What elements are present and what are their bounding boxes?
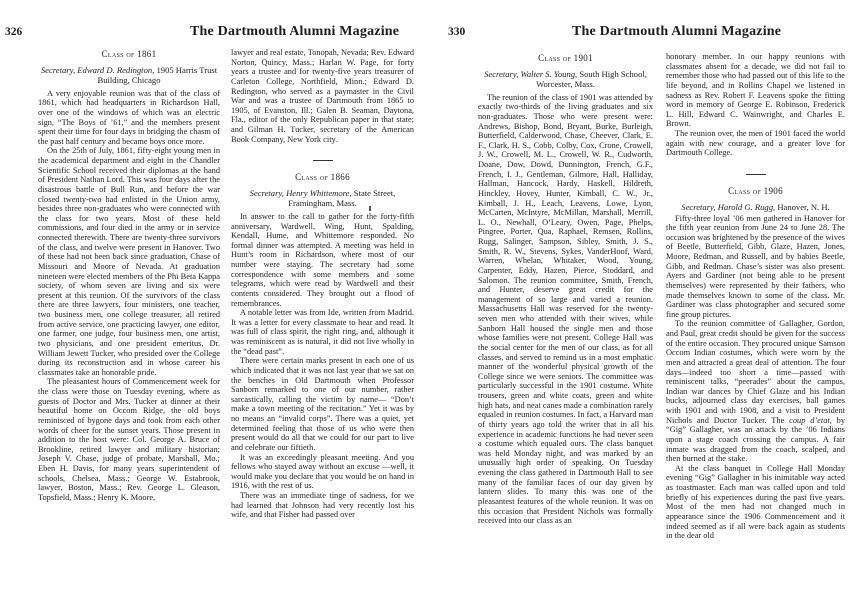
paragraph: On the 25th of July, 1861, fifty-eight young men in the academical department and eight in the Chandler Scientific School received their diplomas at the hand of President Nathan Lord. This was four days after the disastrous battle of Bull Run, and before the war closed twenty-two had enlisted in the Union army, besides three non-graduates who were connected with the class for two years. Most of these held commissions, and four died in the army or in service connected therewith. There are twenty-three survivors of the class, and twelve were present in Hanover. Two of these had not been back since graduation, Chase of Missouri and Moore of Nevada. At graduation nineteen were elected members of the Phi Beta Kappa society, of whom seven are living and six were present at this reunion. Of the survivors of the class there are three lawyers, four ministers, one teacher, two business men, one college treasurer, all retired from active service, one practicing lawyer, one editor, one farmer, one judge, four business men, one artist, two physicians, and one president emeritus, Dr. William Jewett Tucker, who presided over the College during its reconstruction and in whose career his classmates take an honorable pride. bbox=[38, 146, 220, 377]
class-1866-heading: Class of 1866 bbox=[295, 172, 350, 183]
paragraph: A very enjoyable reunion was that of the class of 1861, which had headquarters in Richardson Hall, over one of the windows of which was an electric sign, “The Boys of ’61,” and the members present spent their time for four days in bridging the chasm of the past half century and became boys once more. bbox=[38, 88, 220, 146]
paragraph: It was an exceedingly pleasant meeting. And you fellows who stayed away without an excuse —well, it would make you declare that you would be on hand in 1916, with the rest of us. bbox=[231, 452, 414, 491]
running-head bbox=[0, 26, 420, 42]
paragraph: Fifty-three loyal ’06 men gathered in Hanover for the fifth year reunion from June 24 to June 28. The occasion was brightened by the presence of the wives of Beetle, Butterfield, Gibb, Glaze, Hazen, Jones, Moore, Redman, and Russell, and by babies Beetle, Gibb, and Redman. Chase’s sister was also present. Ayers and Gardiner (not being able to be present themselves) were represented by their fathers, who made themselves known to some of the class. Mr. Gardiner was class photographer and secured some fine group pictures. bbox=[666, 213, 845, 319]
page-number: 326 bbox=[5, 26, 23, 38]
paragraph: The pleasantest hours of Commencement week for the class were those on Tuesday evening, where as guests of Doctor and Mrs. Tucker at dinner at their beautiful home on Occom Ridge, the old boys reminisced of bygone days and took from each other words of cheer for the sunset years. Those present in addition to the host were: Col. George A. Bruce of Brookline, retired lawyer and military historian; Joseph V. Chase, judge of probate, Marshall, Mo.; Eben H. Davis, for many years superintendent of schools, Chelsea, Mass.; George W. Estabrook, lawyer, Boston, Mass.; Rev. George L. Gleason, Topsfield, Mass.; Henry K. Moore, bbox=[38, 377, 220, 502]
section-divider bbox=[313, 160, 333, 161]
class-1901-secretary: Secretary, Walter S. Young, South High School, Worcester, Mass. bbox=[484, 68, 647, 89]
paragraph: The reunion of the class of 1901 was attended by exactly two-thirds of the living graduates and six non-graduates. Those who were present were: Andrews, Bishop, Bond, Bryant, Burke, Burleigh, Butterfield, Calderwood, Chase, Cheever, Clark, E. F., Clark, H. S., Cobb, Colby, Cox, Crone, Crowell, J. W., Crowell, M. L., Crowell, W. R., Cudworth, Doane, Dow, Dowd, Dunnington, French, G.F., French, I. J., Gentleman, Gilmore, Hall, Halliday, Hallman, Hancock, Hardy, Haskell, Hildreth, Hinckley, Hovey, Hunter, Kimball, C. W., Jr., Kimball, J. H., Leach, Leavens, Lowe, Lyon, McCarten, McIntyre, McMillan, Marshall, Merrill, L. O., Newhall, O’Leary, Owen, Page, Phelps, Pingree, Porter, Qua, Raphael, Remsen, Rollins, Rugg, Salinger, Sampson, Sibley, Smith, J. S., Smith, R. W., Stevens, Sykes, VanderHoof, Ward, Warren, Whelan, Whitaker, Wood, Young, Carpenter, Eddy, Hazen, Pierce, Stoddard, and Salomon. The reunion committee, Smith, French, and Hunter, deserve great credit for the management of so large and varied a reunion. Massachusetts Hall was reserved for the twenty-seven men who attended with their wives, while Sanborn Hall housed the single men and those whose families were not present. College Hall was the social center for the men of our class, as for all classes, and served to remind us in a most emphatic manner of the wonderful physical growth of the College since we were seniors. The committee was particularly successful in the 1901 costume. White trousers, green and white coats, green and white high hats, and neat canes made a combination rarely equaled in reunion costumes. In fact, a Harvard man of thirty years ago told the writer that in all his experience in academic functions he had never seen a costume which equaled ours. The class banquet was held Monday night, and was marked by an unusually high order of speaking. On Tuesday evening the class gathered in Dartmouth Hall to see many of the familiar faces of our day given by lantern slides. To many this was one of the pleasantest features of the whole reunion. It was on this occasion that President Nichols was formally received into our class as an bbox=[478, 92, 653, 526]
paragraph: There were certain marks present in each one of us which indicated that it was not last year that we sat on the benches in Old Dartmouth when Professor Sanborn remarked to one of our number, rather sarcastically, calling the victim by name— “Don’t make a town meeting of the recitation.” Yet it was by no means an “invalid corps”. There was a quiet, yet determined feeling that those of us who were then present would do all that we could for our part to live and celebrate our fiftieth. bbox=[231, 356, 414, 452]
page-number: 330 bbox=[448, 26, 466, 38]
paragraph-text: , by “Gig” Gallagher, was an attack by the ’06 Indians upon a stage coach crossing the campus. A fair inmate was dragged from the coach, scalped, and then burned at the stake. bbox=[666, 415, 845, 464]
left-page-column-2 bbox=[231, 48, 414, 520]
secretary-label: Secretary bbox=[249, 187, 282, 198]
journal-title: The Dartmouth Alumni Magazine bbox=[190, 24, 400, 39]
running-head bbox=[430, 26, 852, 42]
secretary-address: , 1905 Harris Trust Building, Chicago bbox=[97, 64, 218, 85]
right-page-column-2 bbox=[666, 52, 845, 541]
class-1906-secretary: Secretary, Harold G. Rugg, Hanover, N. H. bbox=[681, 201, 830, 212]
class-1861-secretary: Secretary, Edward D. Redington, 1905 Harris Trust Building, Chicago bbox=[40, 64, 218, 85]
paragraph: At the class banquet in College Hall Monday evening “Gig” Gallagher in his inimitable way acted as toastmaster. Each man was called upon and told briefly of his experiences during the past five years. Most of the men had not changed much in appearance since the 1906 Commencement and it indeed seemed as if all were back again as students in the dear old bbox=[666, 463, 845, 541]
scan-artifact bbox=[369, 206, 371, 211]
section-divider bbox=[746, 174, 766, 175]
paragraph-text: To the reunion committee of Gallagher, Gordon, and Paul, great credit should be given for the success of the entire occasion. They procured unique Samson Occom Indian costumes, which were worn by the men and attracted a great deal of attention. The four days—indeed too short a time—passed with reminiscent talks, “peerades” about the campus, Indian war dances by Chief Glaze and his Indian bucks, adjourned class day exercises, ball games with 1901 and with 1908, and a visit to President Nichols and Doctor Tucker. The bbox=[666, 319, 845, 425]
secretary-address: , State Street, Framingham, Mass. bbox=[288, 187, 396, 208]
class-1906-heading: Class of 1906 bbox=[728, 185, 783, 196]
class-1866-secretary: Secretary, Henry Whittemore, State Street, Framingham, Mass. bbox=[249, 187, 396, 208]
paragraph bbox=[666, 319, 845, 463]
class-1861-heading: Class of 1861 bbox=[101, 49, 157, 59]
italic-phrase: coup d’etat bbox=[789, 415, 830, 425]
paragraph: There was an immediate tinge of sadness, for we had learned that Johnson had very recently lost his wife, and that Fisher had passed over bbox=[231, 491, 414, 520]
paragraph-continuation: lawyer and real estate, Tonopah, Nevada; Rev. Edward Norton, Quincy, Mass.; Harlan W. Page, for forty years a trustee and for twenty-five years treasurer of Carleton College, Northfield, Minn.; Edward D. Redington, who served as a paymaster in the Civil War and was a trustee of Dartmouth from 1865 to 1905, of Evanston, Ill.; Galen B. Seaman, Daytona, Fla., editor of the only Republican paper in that state; and Gilman H. Tucker, secretary of the American Book Company, New York city. bbox=[231, 48, 414, 144]
journal-title: The Dartmouth Alumni Magazine bbox=[572, 24, 782, 39]
secretary-label: Secretary bbox=[40, 64, 73, 75]
secretary-address: , South High School, Worcester, Mass. bbox=[536, 68, 647, 89]
secretary-address: , Hanover, N. H. bbox=[773, 201, 830, 212]
secretary-name: Henry Whittemore bbox=[286, 187, 350, 198]
secretary-name: Walter S. Young bbox=[520, 68, 576, 79]
paragraph: The reunion over, the men of 1901 faced the world again with new courage, and a greater love for Dartmouth College. bbox=[666, 129, 845, 158]
class-1901-heading: Class of 1901 bbox=[538, 53, 593, 63]
paragraph: In answer to the call to gather for the forty-fifth anniversary, Wardwell, Wing, Hunt, Spalding, Kendall, Hume, and Whittemore responded. No formal dinner was attempted. A meeting was held in Hunt’s room in Richardson, where most of our number were staying. The secretary had some correspondence with some members and some telegrams, which were read by Wardwell and their contents considered. They brought out a flood of remembrances. bbox=[231, 211, 414, 308]
left-page-column-1 bbox=[38, 46, 220, 503]
secretary-name: Edward D. Redington bbox=[77, 64, 153, 75]
secretary-label: Secretary bbox=[484, 68, 517, 79]
secretary-name: Harold G. Rugg bbox=[717, 201, 774, 212]
paragraph: A notable letter was from Ide, written from Madrid. It was a letter for every classmate to hear and read. It was full of class spirit, the right ring, and, although it was reminiscent as is natural, it did not live wholly in the “dead past”. bbox=[231, 308, 414, 356]
secretary-label: Secretary bbox=[681, 201, 714, 212]
right-page-column-1 bbox=[478, 50, 653, 526]
paragraph-continuation: honorary member. In our happy reunions with classmates absent for a decade, we did not fail to remember those who had passed out of this life to the life beyond, and in Rollins Chapel we listened in sadness as Rev. Robert F. Leavens spoke the fitting word in memory of George E. Robinson, Frederick L. Hill, Edward C. Wainwright, and Charles E. Brown. bbox=[666, 52, 845, 129]
